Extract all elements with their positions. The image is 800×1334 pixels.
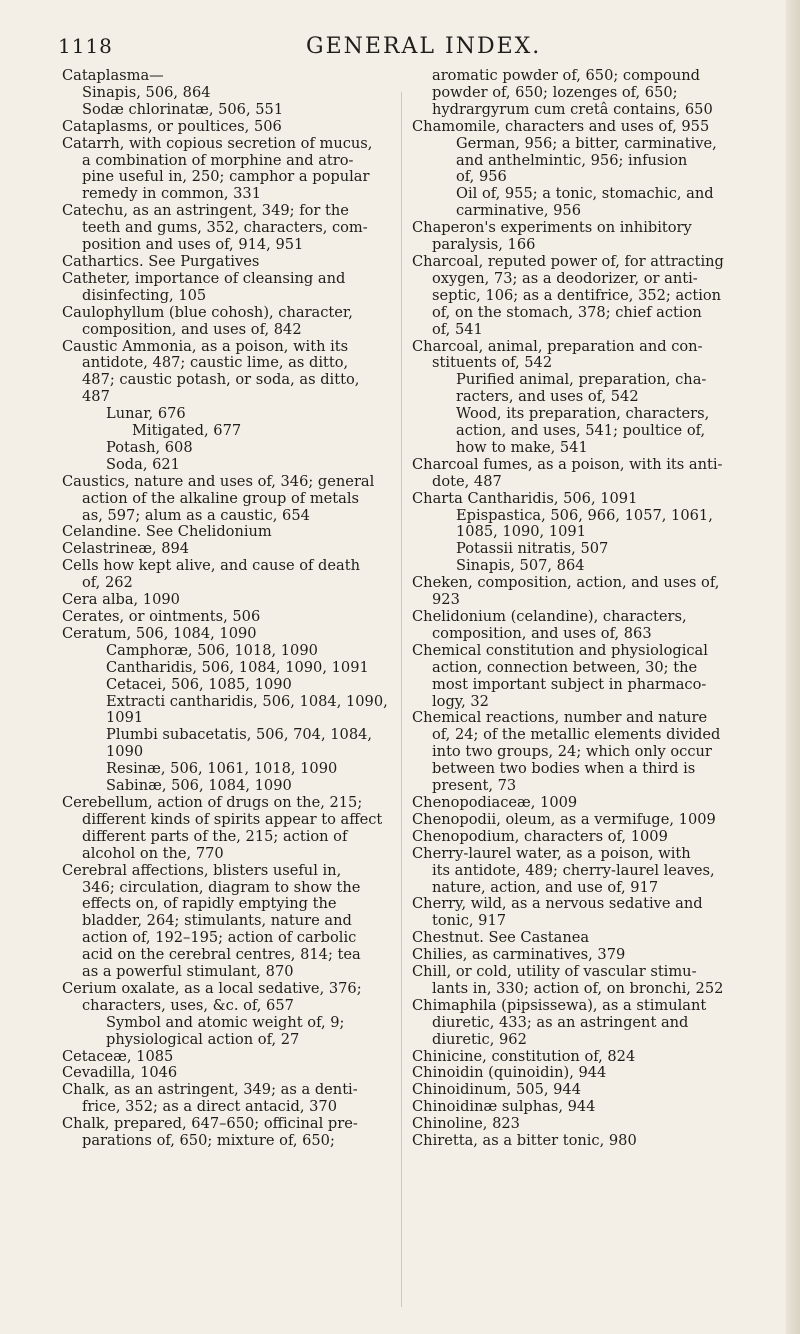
index-line: as, 597; alum as a caustic, 654 <box>82 506 310 524</box>
index-line: Chemical reactions, number and nature <box>412 709 708 727</box>
index-line: Catheter, importance of cleansing and <box>62 269 346 287</box>
index-line: 1085, 1090, 1091 <box>456 523 586 541</box>
index-line: present, 73 <box>432 777 517 795</box>
index-line: tonic, 917 <box>432 912 507 930</box>
index-line: Cheken, composition, action, and uses of, <box>412 574 720 592</box>
index-line: a combination of morphine and atro- <box>82 151 354 169</box>
index-line: Soda, 621 <box>106 455 180 473</box>
index-line: antidote, 487; caustic lime, as ditto, <box>82 354 349 372</box>
index-line: action, connection between, 30; the <box>432 658 698 676</box>
index-line: how to make, 541 <box>456 438 588 456</box>
page-number: 1118 <box>58 34 113 58</box>
index-line: Sinapis, 506, 864 <box>82 83 211 101</box>
index-line: Resinæ, 506, 1061, 1018, 1090 <box>106 760 338 778</box>
index-line: and anthelmintic, 956; infusion <box>456 151 688 169</box>
index-line: racters, and uses of, 542 <box>456 388 639 406</box>
index-line: composition, and uses of, 863 <box>432 624 652 642</box>
index-line: Caustics, nature and uses of, 346; general <box>62 472 375 490</box>
index-line: Cetacei, 506, 1085, 1090 <box>106 675 292 693</box>
index-line: Cherry-laurel water, as a poison, with <box>412 844 691 862</box>
index-line: into two groups, 24; which only occur <box>432 743 712 761</box>
index-line: action of, 192–195; action of carbolic <box>82 929 357 947</box>
index-line: alcohol on the, 770 <box>82 844 224 862</box>
index-line: lants in, 330; action of, on bronchi, 252 <box>432 979 724 997</box>
index-line: Cathartics. See Purgatives <box>62 252 260 270</box>
index-line: of, on the stomach, 378; chief action <box>432 303 702 321</box>
index-line: Sinapis, 507, 864 <box>456 557 585 575</box>
index-line: Chill, or cold, utility of vascular stimu- <box>412 963 697 981</box>
index-column-right <box>412 68 752 1150</box>
column-divider <box>401 92 402 1307</box>
index-line: Cherry, wild, as a nervous sedative and <box>412 895 703 913</box>
index-line: Sodæ chlorinatæ, 506, 551 <box>82 100 284 118</box>
index-line: 1091 <box>106 709 144 727</box>
index-line: composition, and uses of, 842 <box>82 320 302 338</box>
index-line: septic, 106; as a dentifrice, 352; action <box>432 286 722 304</box>
index-line: frice, 352; as a direct antacid, 370 <box>82 1098 337 1116</box>
index-line: action of the alkaline group of metals <box>82 489 360 507</box>
index-line: nature, action, and use of, 917 <box>432 878 659 896</box>
index-line: of, 24; of the metallic elements divided <box>432 726 721 744</box>
index-line: Celandine. See Chelidonium <box>62 523 272 541</box>
index-line: Wood, its preparation, characters, <box>456 405 710 423</box>
index-line: Cerium oxalate, as a local sedative, 376; <box>62 979 362 997</box>
page-edge <box>786 0 800 1334</box>
index-line: stituents of, 542 <box>432 354 553 372</box>
index-line: aromatic powder of, 650; compound <box>432 67 700 84</box>
index-line: parations of, 650; mixture of, 650; <box>82 1132 335 1150</box>
index-line: Cera alba, 1090 <box>62 591 180 609</box>
index-line: most important subject in pharmaco- <box>432 675 707 693</box>
index-line: Plumbi subacetatis, 506, 704, 1084, <box>106 726 373 744</box>
page-header <box>58 34 760 64</box>
index-line: Catechu, as an astringent, 349; for the <box>62 202 349 220</box>
index-line: pine useful in, 250; camphor a popular <box>82 168 370 186</box>
index-line: effects on, of rapidly emptying the <box>82 895 337 913</box>
index-line: Chalk, as an astringent, 349; as a denti- <box>62 1081 358 1099</box>
index-line: Charcoal, reputed power of, for attracting <box>412 252 724 270</box>
index-line: Charcoal fumes, as a poison, with its anti- <box>412 455 723 473</box>
index-line: Potash, 608 <box>106 438 193 456</box>
index-line: Cerebral affections, blisters useful in, <box>62 861 342 879</box>
index-line: Chinoidinum, 505, 944 <box>412 1081 581 1099</box>
index-line: oxygen, 73; as a deodorizer, or anti- <box>432 269 698 287</box>
index-line: remedy in common, 331 <box>82 185 261 203</box>
index-line: of, 541 <box>432 320 483 338</box>
index-line: Chemical constitution and physiological <box>412 641 708 659</box>
index-line: Charcoal, animal, preparation and con- <box>412 337 703 355</box>
index-line: Caulophyllum (blue cohosh), character, <box>62 303 353 321</box>
index-line: Extracti cantharidis, 506, 1084, 1090, <box>106 692 388 710</box>
index-line: Chenopodium, characters of, 1009 <box>412 827 668 845</box>
index-line: Cataplasma— <box>62 67 164 84</box>
index-line: carminative, 956 <box>456 202 582 220</box>
index-line: 923 <box>432 591 460 609</box>
index-line: Symbol and atomic weight of, 9; <box>106 1013 345 1031</box>
index-line: Chaperon's experiments on inhibitory <box>412 219 692 237</box>
index-line: dote, 487 <box>432 472 502 490</box>
index-line: Chalk, prepared, 647–650; officinal pre- <box>62 1115 358 1133</box>
index-line: of, 262 <box>82 574 133 592</box>
index-line: Cetaceæ, 1085 <box>62 1047 174 1065</box>
index-line: diuretic, 962 <box>432 1030 527 1048</box>
index-line: between two bodies when a third is <box>432 760 696 778</box>
index-line: Lunar, 676 <box>106 405 186 423</box>
index-line: 1090 <box>106 743 144 761</box>
index-line: Mitigated, 677 <box>132 422 242 440</box>
index-line: 487; caustic potash, or soda, as ditto, <box>82 371 360 389</box>
index-line: Chimaphila (pipsissewa), as a stimulant <box>412 996 707 1014</box>
index-line: as a powerful stimulant, 870 <box>82 963 294 981</box>
index-line: Chinoidinæ sulphas, 944 <box>412 1098 596 1116</box>
index-line: Chenopodii, oleum, as a vermifuge, 1009 <box>412 810 716 828</box>
index-line: Caustic Ammonia, as a poison, with its <box>62 337 349 355</box>
index-line: diuretic, 433; as an astringent and <box>432 1013 689 1031</box>
index-line: German, 956; a bitter, carminative, <box>456 134 717 152</box>
index-line: Cerebellum, action of drugs on the, 215; <box>62 793 363 811</box>
index-line: Camphoræ, 506, 1018, 1090 <box>106 641 318 659</box>
index-line: Epispastica, 506, 966, 1057, 1061, <box>456 506 713 524</box>
index-line: 346; circulation, diagram to show the <box>82 878 361 896</box>
index-line: Sabinæ, 506, 1084, 1090 <box>106 777 292 795</box>
index-line: Chelidonium (celandine), characters, <box>412 608 687 625</box>
index-line: Chinoline, 823 <box>412 1115 520 1133</box>
index-line: its antidote, 489; cherry-laurel leaves, <box>432 861 715 879</box>
index-line: Celastrineæ, 894 <box>62 540 190 558</box>
index-line: Chenopodiaceæ, 1009 <box>412 793 578 811</box>
index-line: paralysis, 166 <box>432 236 536 254</box>
index-line: different parts of the, 215; action of <box>82 827 348 845</box>
index-line: Chinicine, constitution of, 824 <box>412 1047 636 1065</box>
index-line: disinfecting, 105 <box>82 286 207 304</box>
index-line: Chamomile, characters and uses of, 955 <box>412 117 710 135</box>
index-line: physiological action of, 27 <box>106 1030 300 1048</box>
index-line: Ceratum, 506, 1084, 1090 <box>62 624 257 642</box>
running-head: GENERAL INDEX. <box>306 34 542 59</box>
index-line: Cevadilla, 1046 <box>62 1064 178 1082</box>
index-line: Chilies, as carminatives, 379 <box>412 946 626 964</box>
index-line: characters, uses, &c. of, 657 <box>82 996 294 1014</box>
index-line: Cantharidis, 506, 1084, 1090, 1091 <box>106 658 369 676</box>
index-line: Cerates, or ointments, 506 <box>62 608 261 625</box>
index-line: of, 956 <box>456 168 507 186</box>
index-line: Oil of, 955; a tonic, stomachic, and <box>456 185 714 203</box>
index-line: different kinds of spirits appear to affect <box>82 810 383 828</box>
index-line: powder of, 650; lozenges of, 650; <box>432 83 678 101</box>
index-line: Cataplasms, or poultices, 506 <box>62 117 282 135</box>
index-line: action, and uses, 541; poultice of, <box>456 422 706 440</box>
index-line: Potassii nitratis, 507 <box>456 540 609 558</box>
index-line: Charta Cantharidis, 506, 1091 <box>412 489 638 507</box>
index-line: 487 <box>82 388 110 406</box>
index-line: Purified animal, preparation, cha- <box>456 371 707 389</box>
index-line: Catarrh, with copious secretion of mucus, <box>62 134 373 152</box>
index-line: Chiretta, as a bitter tonic, 980 <box>412 1132 637 1150</box>
index-line: Chinoidin (quinoidin), 944 <box>412 1064 607 1082</box>
index-line: position and uses of, 914, 951 <box>82 236 304 254</box>
index-line: logy, 32 <box>432 692 489 710</box>
index-line: hydrargyrum cum cretâ contains, 650 <box>432 100 713 118</box>
index-line: teeth and gums, 352, characters, com- <box>82 219 368 237</box>
index-line: Chestnut. See Castanea <box>412 929 590 947</box>
index-column-left <box>62 68 402 1150</box>
index-line: bladder, 264; stimulants, nature and <box>82 912 352 930</box>
index-line: acid on the cerebral centres, 814; tea <box>82 946 361 964</box>
index-line: Cells how kept alive, and cause of death <box>62 557 360 575</box>
